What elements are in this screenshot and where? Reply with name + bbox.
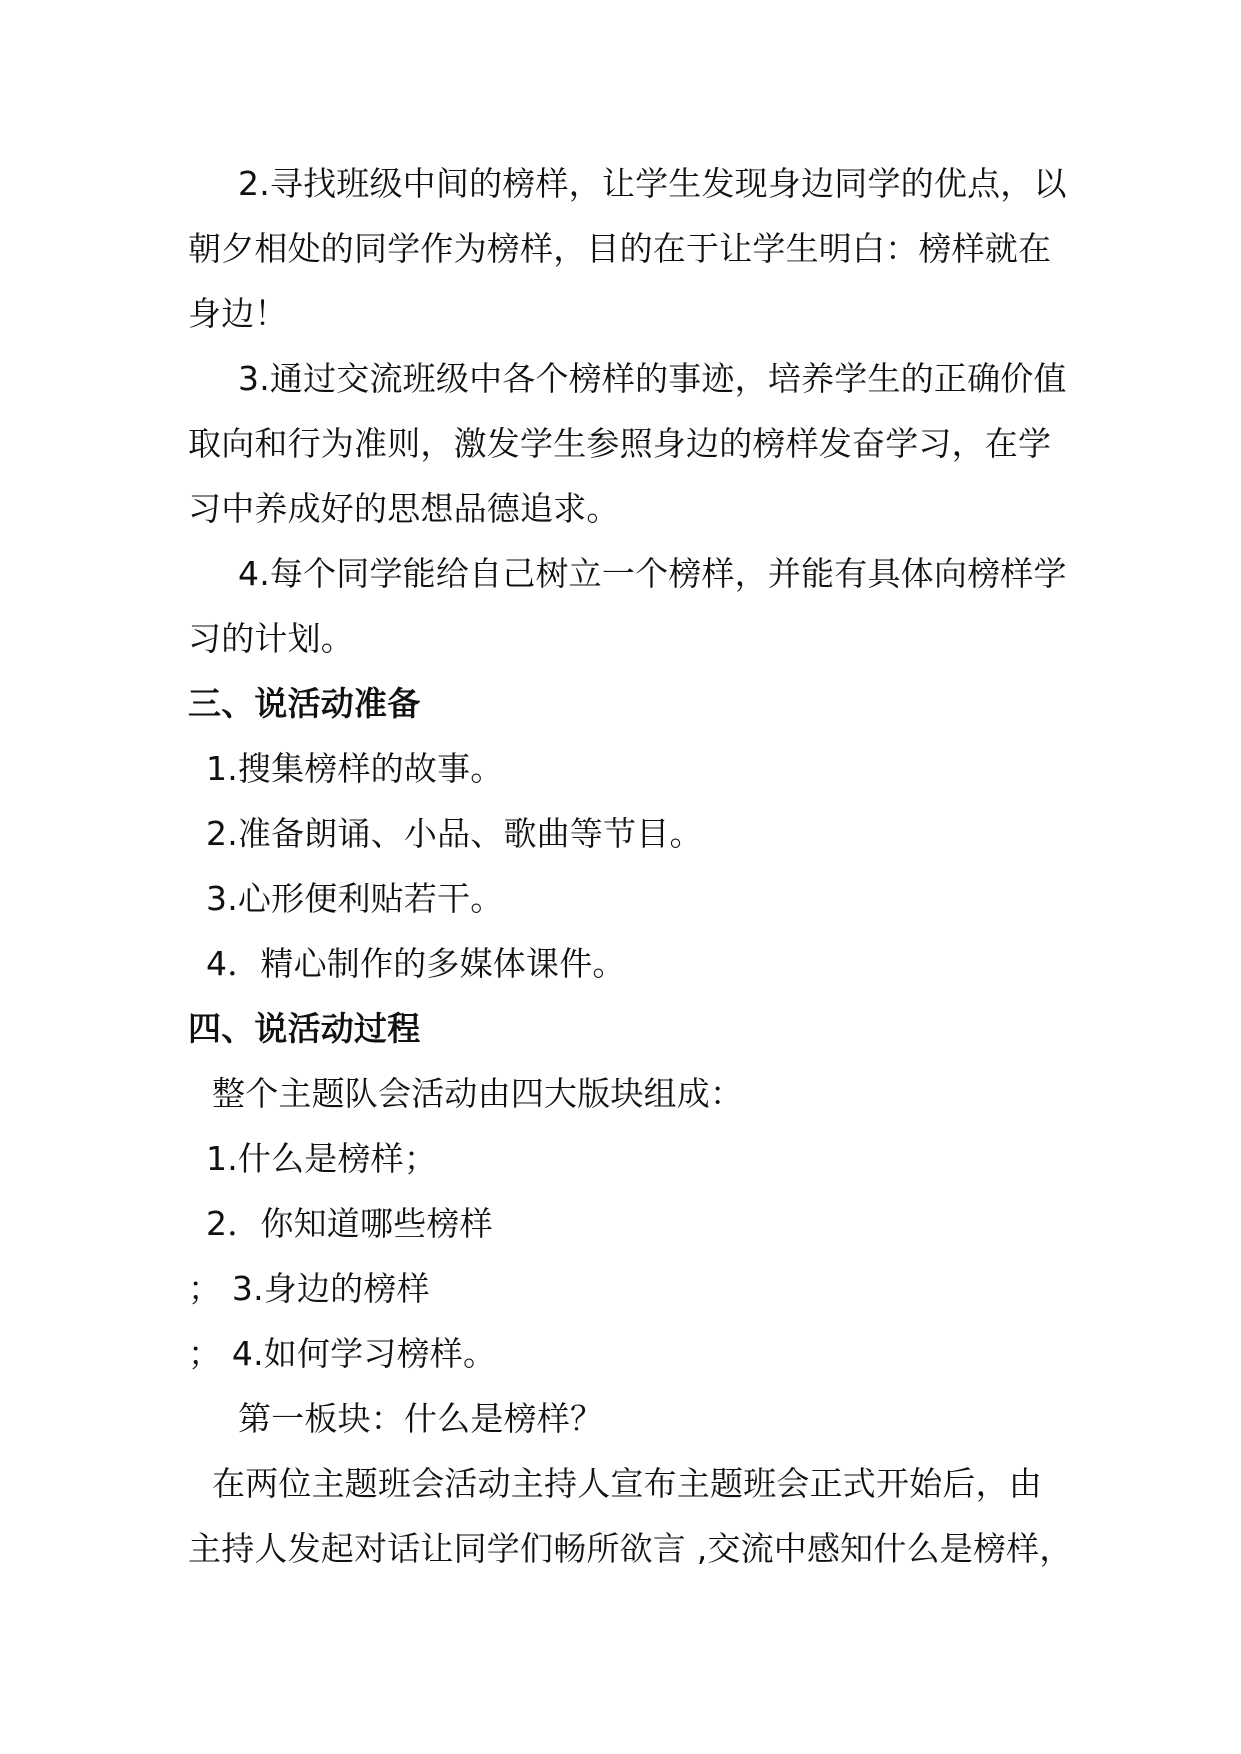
- paragraph-line: 4.每个同学能给自己树立一个榜样，并能有具体向榜样学: [238, 554, 1067, 593]
- paragraph-line: 整个主题队会活动由四大版块组成：: [212, 1074, 744, 1113]
- list-item: 3.心形便利贴若干。: [206, 879, 504, 918]
- paragraph-line: 取向和行为准则，激发学生参照身边的榜样发奋学习，在学: [188, 424, 1052, 463]
- list-item: 1.什么是榜样；: [206, 1139, 438, 1178]
- paragraph-line: 习的计划。: [188, 619, 354, 658]
- paragraph-line: 身边！: [188, 294, 288, 333]
- paragraph-line: 第一板块：什么是榜样？: [238, 1399, 604, 1438]
- list-item: 2.准备朗诵、小品、歌曲等节目。: [206, 814, 703, 853]
- list-item: 2．你知道哪些榜样: [206, 1204, 493, 1243]
- paragraph-line: 2.寻找班级中间的榜样，让学生发现身边同学的优点，以: [238, 164, 1067, 203]
- section-heading: 三、说活动准备: [188, 684, 421, 723]
- list-item: ； 3.身边的榜样: [188, 1269, 430, 1308]
- list-item: 1.搜集榜样的故事。: [206, 749, 504, 788]
- paragraph-line: 习中养成好的思想品德追求。: [188, 489, 620, 528]
- list-item: ； 4.如何学习榜样。: [188, 1334, 497, 1373]
- paragraph-line: 在两位主题班会活动主持人宣布主题班会正式开始后，由: [212, 1464, 1042, 1503]
- list-item: 4．精心制作的多媒体课件。: [206, 944, 626, 983]
- paragraph-line: 朝夕相处的同学作为榜样，目的在于让学生明白：榜样就在: [188, 229, 1052, 268]
- section-heading: 四、说活动过程: [188, 1009, 421, 1048]
- paragraph-line: 3.通过交流班级中各个榜样的事迹，培养学生的正确价值: [238, 359, 1067, 398]
- paragraph-line: 主持人发起对话让同学们畅所欲言 ,交流中感知什么是榜样，: [188, 1529, 1073, 1568]
